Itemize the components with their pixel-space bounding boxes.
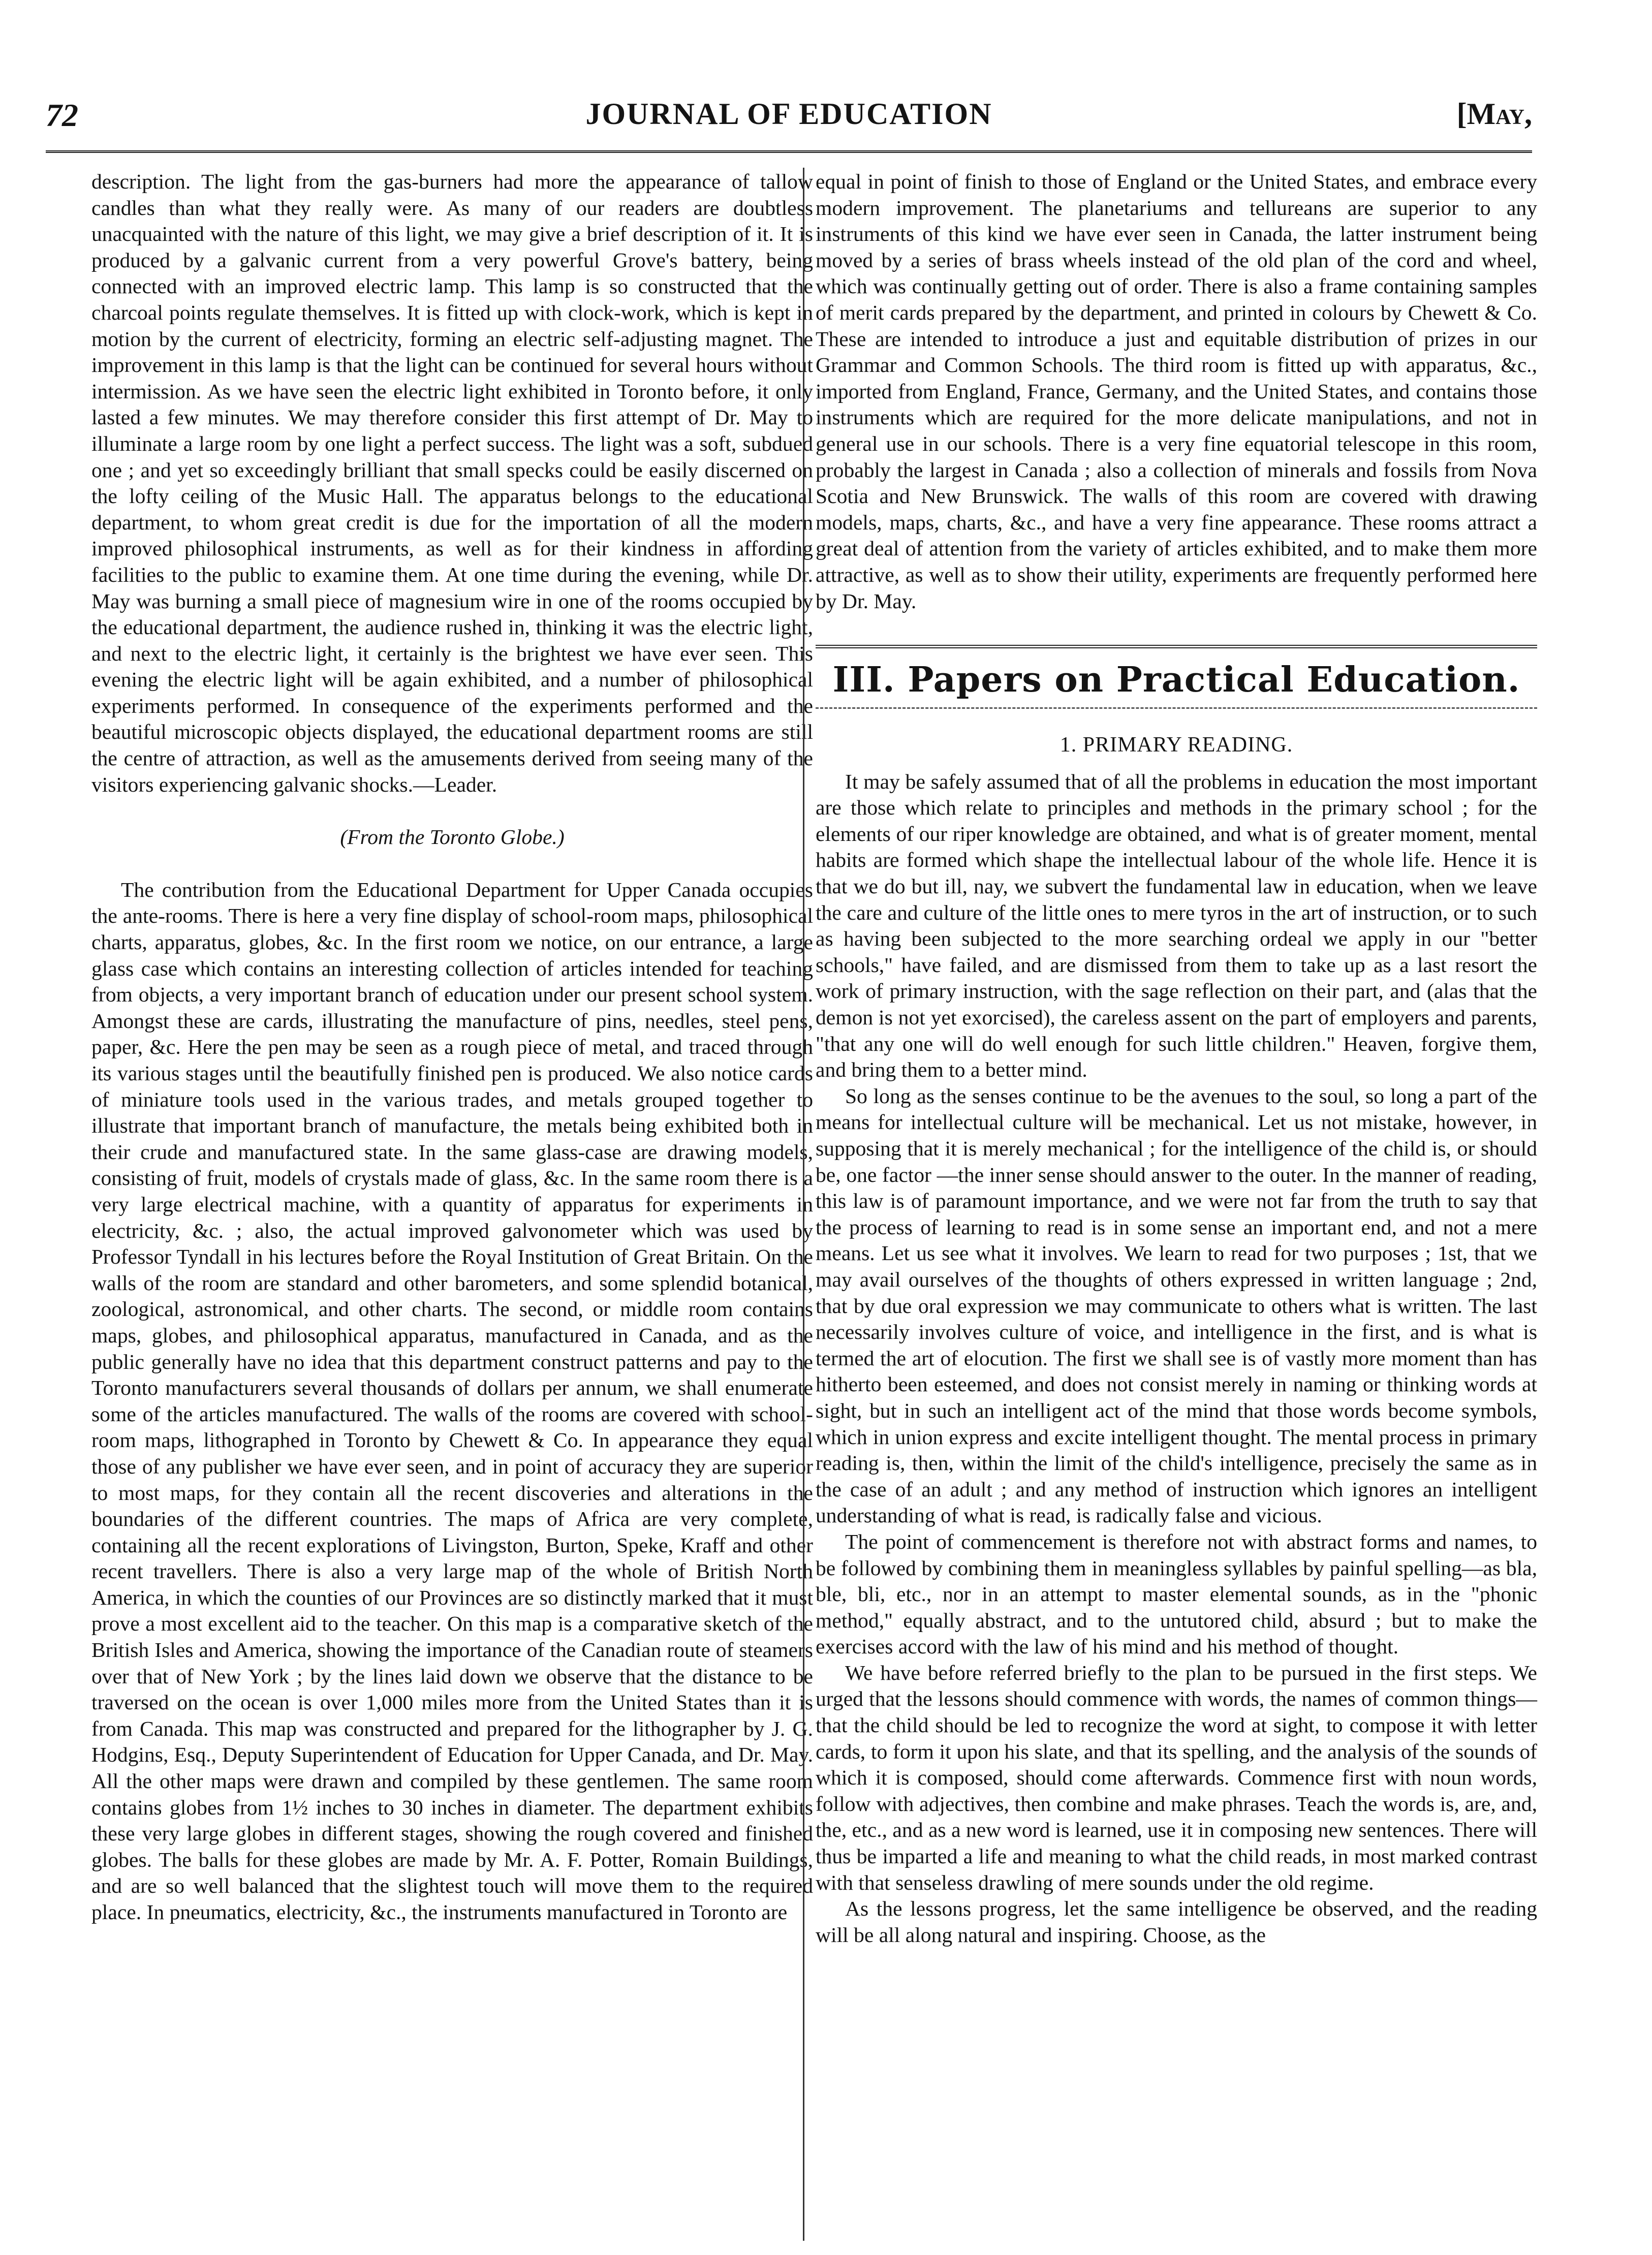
paragraph: We have before referred briefly to the plan to be pursued in the first steps. We urged that the lessons should commence with words, the names of common things—that the child should be led to recognize the word at sight, to compose it with letter cards, to form it upon his slate, and that its spelling, and the analysis of the sounds of which it is composed, should come afterwards. Commence first with noun words, follow with adjectives, then combine and make phrases. Teach the words is, are, and, the, etc., and as a new word is learned, use it in composing new sentences. There will thus be imparted a life and meaning to what the child reads, in most marked contrast with that senseless drawling of mere sounds under the old regime. [816, 1661, 1537, 1894]
paragraph: It may be safely assumed that of all the problems in education the most important are those which relate to principles and methods in the primary school ; for the elements of our riper knowledge are obtained, and what is of greater moment, mental habits are formed which shape the intellectual labour of the whole life. Hence it is that we do but ill, nay, we subvert the fundamental law in education, when we leave the care and culture of the little ones to mere tyros in the art of instruction, or to such as having been subjected to the more searching ordeal we apply in our "better schools," have failed, and are dismissed from them to take up as a last resort the work of primary instruction, with the sage reflection on their part, and (alas that the demon is not yet exorcised), the careless assent on the part of employers and parents, "that any one will do well enough for such little children." Heaven, forgive them, and bring them to a better mind. [816, 769, 1537, 1082]
section-heading: III. Papers on Practical Education. [832, 660, 1520, 701]
section-rule [816, 645, 1537, 648]
issue-month: [May, [1456, 97, 1532, 131]
left-column [91, 169, 813, 1926]
page-header [46, 97, 1532, 137]
paragraph: equal in point of finish to those of England or the United States, and embrace every modern improvement. The planetariums and tellureans are superior to any instruments of this kind we have ever seen in Canada, the latter instrument being moved by a series of brass wheels instead of the old plan of the cord and wheel, which was continually getting out of order. There is also a frame containing samples of merit cards prepared by the department, and printed in colours by Chewett & Co. These are intended to introduce a just and equitable distribution of prizes in our Grammar and Common Schools. The third room is fitted up with apparatus, &c., imported from England, France, Germany, and the United States, and contains those instruments which are required for the more delicate manipulations, and not in general use in our schools. There is a very fine equatorial telescope in this room, probably the largest in Canada ; also a collection of minerals and fossils from Nova Scotia and New Brunswick. The walls of this room are covered with drawing models, maps, charts, &c., and have a very fine appearance. These rooms attract a great deal of attention from the variety of articles exhibited, and to make them more attractive, as well as to show their utility, experiments are frequently performed here by Dr. May. [816, 170, 1537, 613]
right-column [816, 169, 1537, 1948]
paragraph: The contribution from the Educational Department for Upper Canada occupies the ante-rooms. There is here a very fine display of school-room maps, philosophical charts, apparatus, globes, &c. In the first room we notice, on our entrance, a large glass case which contains an interesting collection of articles intended for teaching from objects, a very important branch of education under our present school system. Amongst these are cards, illustrating the manufacture of pins, needles, steel pens, paper, &c. Here the pen may be seen as a rough piece of metal, and traced through its various stages until the beautifully finished pen is produced. We also notice cards of miniature tools used in the various trades, and metals grouped together to illustrate that important branch of manufacture, the metals being exhibited both in their crude and manufactured state. In the same glass-case are drawing models, consisting of fruit, models of crystals made of glass, &c. In the same room there is a very large electrical machine, with a quantity of apparatus for experiments in electricity, &c. ; also, the actual improved galvonometer which was used by Professor Tyndall in his lectures before the Royal Institution of Great Britain. On the walls of the room are standard and other barometers, and some splendid botanical, zoological, astronomical, and other charts. The second, or middle room contains maps, globes, and philosophical apparatus, manufactured in Canada, and as the public generally have no idea that this department construct patterns and pay to the Toronto manufacturers several thousands of dollars per annum, we shall enumerate some of the articles manufactured. The walls of the rooms are covered with school-room maps, lithographed in Toronto by Chewett & Co. In appearance they equal those of any publisher we have ever seen, and in point of accuracy they are superior to most maps, for they contain all the recent discoveries and alterations in the boundaries of the different countries. The maps of Africa are very complete, containing all the recent explorations of Livingston, Burton, Speke, Kraff and other recent travellers. There is also a very large map of the whole of British North America, in which the counties of our Provinces are so distinctly marked that it must prove a most excellent aid to the teacher. On this map is a comparative sketch of the British Isles and America, showing the importance of the Canadian route of steamers over that of New York ; by the lines laid down we observe that the distance to be traversed on the ocean is over 1,000 miles more from the United States than it is from Canada. This map was constructed and prepared for the lithographer by J. G. Hodgins, Esq., Deputy Superintendent of Education for Upper Canada, and Dr. May. All the other maps were drawn and compiled by these gentlemen. The same room contains globes from 1½ inches to 30 inches in diameter. The department exhibits these very large globes in different stages, showing the rough covered and finished globes. The balls for these globes are made by Mr. A. F. Potter, Romain Buildings, and are so well balanced that the slightest touch will move them to the required place. In pneumatics, electricity, &c., the instruments manufactured in Toronto are [91, 878, 813, 1924]
paragraph: As the lessons progress, let the same intelligence be observed, and the reading will be all along natural and inspiring. Choose, as the [816, 1897, 1537, 1947]
paragraph: So long as the senses continue to be the avenues to the soul, so long a part of the means for intellectual culture will be mechanical. Let us not mistake, however, in supposing that it is merely mechanical ; for the intelligence of the child is, or should be, one factor —the inner sense should answer to the outer. In the manner of reading, this law is of paramount importance, and we were not far from the truth to say that the process of learning to read is in some sense an important end, and not a mere means. Let us see what it involves. We learn to read for two purposes ; 1st, that we may avail ourselves of the thoughts of others expressed in written language ; 2nd, that by due oral expression we may communicate to others what is written. The last necessarily involves culture of voice, and intelligence in the first, and is what is termed the art of elocution. The first we shall see is of vastly more moment than has hitherto been esteemed, and does not consist merely in naming or thinking words at sight, but in such an intelligent act of the mind that those words become symbols, which in union express and excite intelligent thought. The mental process in primary reading is, then, within the limit of the child's intelligence, precisely the same as in the case of an adult ; and any method of instruction which ignores an intelligent understanding of what is read, is radically false and vicious. [816, 1084, 1537, 1527]
header-rule [46, 150, 1532, 153]
journal-title: JOURNAL OF EDUCATION [585, 97, 992, 131]
article-subheading: 1. PRIMARY READING. [1059, 733, 1293, 757]
paragraph: The point of commencement is therefore not with abstract forms and names, to be followed by combining them in meaningless syllables by painful spelling—as bla, ble, bli, etc., nor in an attempt to master elemental sounds, as in the "phonic method," equally abstract, and to the untutored child, absurd ; but to make the exercises accord with the law of his mind and his method of thought. [816, 1529, 1537, 1658]
source-line: (From the Toronto Globe.) [340, 825, 565, 849]
section-header [816, 645, 1537, 709]
paragraph: description. The light from the gas-burners had more the appearance of tallow candles than what they really were. As many of our readers are doubtless unacquainted with the nature of this light, we may give a brief description of it. It is produced by a galvanic current from a very powerful Grove's battery, being connected with an improved electric lamp. This lamp is so constructed that the charcoal points regulate themselves. It is fitted up with clock-work, which is kept in motion by the current of electricity, forming an electric self-adjusting magnet. The improvement in this lamp is that the light can be continued for several hours without intermission. As we have seen the electric light exhibited in Toronto before, it only lasted a few minutes. We may therefore consider this first attempt of Dr. May to illuminate a large room by one light a perfect success. The light was a soft, subdued one ; and yet so exceedingly brilliant that small specks could be easily discerned on the lofty ceiling of the Music Hall. The apparatus belongs to the educational department, to whom great credit is due for the importation of all the modern improved philosophical instruments, as well as for their kindness in affording facilities to the public to examine them. At one time during the evening, while Dr. May was burning a small piece of magnesium wire in one of the rooms occupied by the educational department, the audience rushed in, thinking it was the electric light, and next to the electric light, it certainly is the brightest we have ever seen. This evening the electric light will be again exhibited, and a number of philosophical experiments performed. In consequence of the experiments performed and the beautiful microscopic objects displayed, the educational department rooms are still the centre of attraction, as well as the amusements derived from seeing many of the visitors experiencing galvanic shocks.—Leader. [91, 170, 813, 796]
column-divider [803, 168, 804, 2241]
page-number: 72 [46, 97, 78, 133]
section-rule-dashed [816, 707, 1537, 709]
